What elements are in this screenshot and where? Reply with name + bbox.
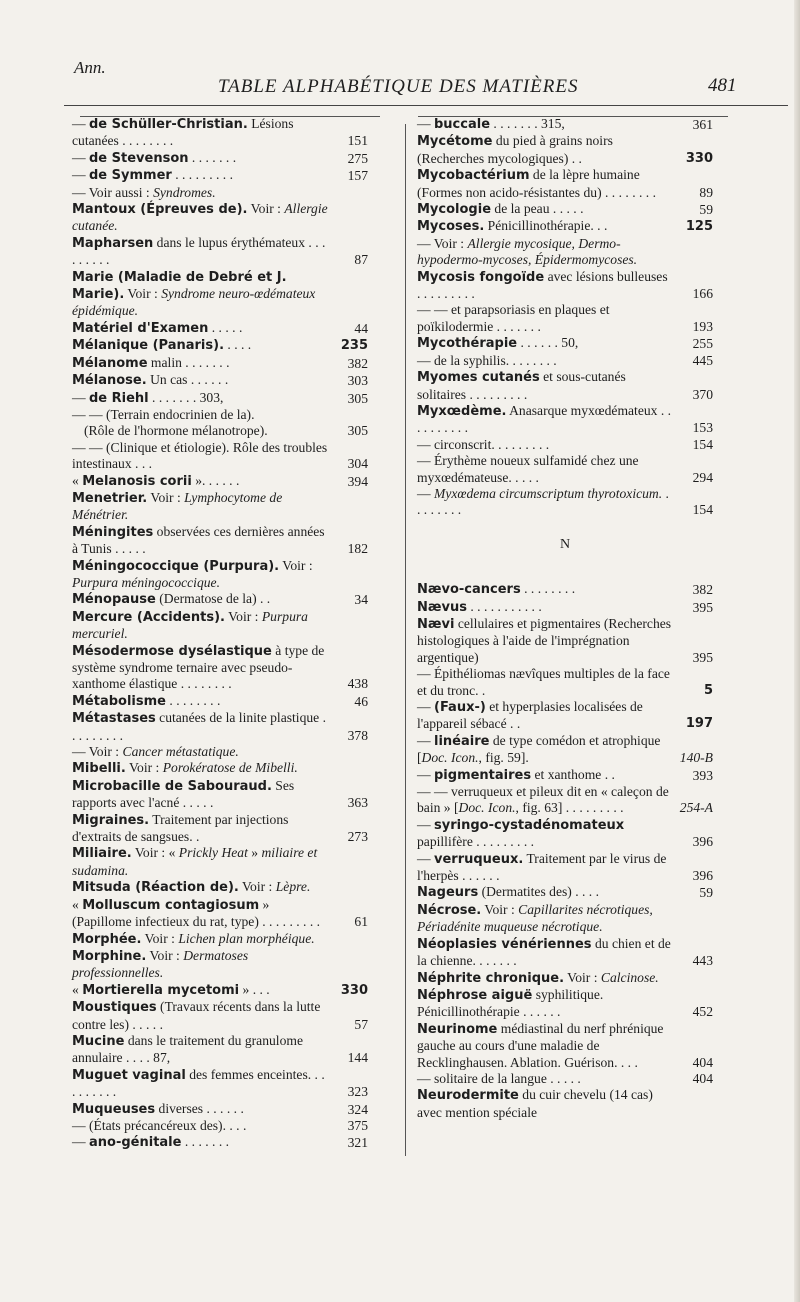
- entry-page-number: 382: [347, 355, 368, 371]
- index-entry: [72, 558, 368, 592]
- entry-text: — — (Terrain endocrinien de la).: [72, 406, 255, 422]
- index-entry: [417, 581, 713, 598]
- entry-page-number: 153: [692, 420, 713, 436]
- entry-page-number: 443: [692, 953, 713, 969]
- entry-text: Ménopause (Dermatose de la) . .: [72, 591, 271, 608]
- index-entry: [417, 936, 713, 970]
- entry-text: Néphrose aiguë syphilitique. Pénicillinothérapie . . . . . .: [417, 986, 604, 1020]
- entry-text: Migraines. Traitement par injections d'extraits de sangsues. .: [72, 811, 289, 845]
- index-entry: [72, 1067, 368, 1101]
- index-entry: [417, 599, 713, 616]
- index-entry: [72, 693, 368, 710]
- entry-text: — de Stevenson . . . . . . .: [72, 149, 237, 166]
- index-entry: [417, 218, 713, 235]
- entry-page-number: 305: [347, 390, 368, 406]
- entry-page-number: 89: [699, 184, 713, 200]
- entry-page-number: 304: [347, 456, 368, 472]
- entry-text: Méningococcique (Purpura). Voir : Purpura méningococcique.: [72, 557, 313, 590]
- index-entry: [417, 1087, 713, 1121]
- entry-text: « Melanosis corii ». . . . . .: [72, 472, 240, 489]
- entry-text: Métastases cutanées de la linite plastique . . . . . . . . .: [72, 710, 327, 743]
- entry-page-number: 361: [692, 117, 713, 132]
- index-entry: [72, 591, 368, 608]
- header-rule: [64, 105, 788, 106]
- entry-text: Neurodermite du cuir chevelu (14 cas) avec mention spéciale: [417, 1087, 653, 1120]
- entry-page-number: 154: [692, 502, 713, 518]
- index-entry: [417, 269, 713, 303]
- entry-page-number: 57: [354, 1016, 368, 1032]
- entry-page-number: 363: [347, 795, 368, 811]
- index-entry: [72, 744, 368, 760]
- index-entry: [72, 609, 368, 643]
- entry-text: — (Faux-) et hyperplasies localisées de l'appareil sébacé . .: [417, 699, 643, 732]
- header-page-number: 481: [708, 75, 737, 96]
- entry-page-number: 395: [692, 599, 713, 615]
- index-entry: [417, 733, 713, 767]
- entry-page-number: 393: [692, 767, 713, 783]
- entry-text: — Érythème noueux sulfamidé chez une myxœdémateuse. . . . .: [417, 453, 639, 485]
- entry-page-number: 370: [692, 386, 713, 402]
- index-entry: [72, 490, 368, 524]
- index-entry: [417, 884, 713, 901]
- entry-page-number: 396: [692, 868, 713, 884]
- entry-text: Moustiques (Travaux récents dans la lutte contre les) . . . . .: [72, 999, 321, 1032]
- entry-text: — — (Clinique et étiologie). Rôle des troubles intestinaux . . .: [72, 439, 328, 472]
- index-entry: [72, 982, 368, 999]
- entry-text: Menetrier. Voir : Lymphocytome de Ménétrier.: [72, 489, 283, 523]
- entry-text: Mélanique (Panaris). . . . .: [72, 337, 252, 354]
- index-entry: [417, 437, 713, 453]
- index-entry: [417, 767, 713, 784]
- index-entry: [417, 987, 713, 1021]
- index-entry: [72, 524, 368, 558]
- entry-text: — ano-génitale . . . . . . .: [72, 1134, 230, 1151]
- entry-text: — circonscrit. . . . . . . . .: [417, 436, 550, 452]
- entry-text: — de Symmer . . . . . . . . .: [72, 167, 233, 184]
- entry-page-number: 182: [347, 541, 368, 557]
- entry-page-number: 59: [699, 202, 713, 218]
- entry-text: Mapharsen dans le lupus érythémateux . . . . . . . . .: [72, 234, 326, 268]
- entry-text: — Épithéliomas nævîques multiples de la face et du tronc. .: [417, 666, 670, 698]
- entry-text: Nævo-cancers . . . . . . . .: [417, 581, 576, 598]
- entry-text: Nævi cellulaires et pigmentaires (Recherches histologiques à l'aide de l'imprégnation argentique): [417, 615, 672, 665]
- entry-page-number: 303: [347, 373, 368, 389]
- entry-text: Mycobactérium de la lèpre humaine (Formes non acido-résistantes du) . . . . . . . .: [417, 167, 656, 200]
- entry-text: Muguet vaginal des femmes enceintes. . . . . . . . . .: [72, 1066, 325, 1100]
- index-entry: [72, 812, 368, 846]
- entry-text: Mycologie de la peau . . . . .: [417, 201, 584, 218]
- entry-text: Mitsuda (Réaction de). Voir : Lèpre.: [72, 879, 311, 896]
- entry-page-number: 254-A: [679, 800, 713, 816]
- column-divider: [405, 124, 406, 1156]
- entry-text: — de la syphilis. . . . . . . .: [417, 352, 557, 368]
- entry-page-number: 394: [347, 473, 368, 489]
- entry-page-number: 305: [347, 423, 368, 439]
- index-entry: [72, 337, 368, 354]
- index-entry: [417, 236, 713, 269]
- entry-text: Mibelli. Voir : Porokératose de Mibelli.: [72, 760, 298, 777]
- entry-page-number: 125: [685, 219, 713, 235]
- index-entry: [72, 1134, 368, 1151]
- entry-text: Neurinome médiastinal du nerf phrénique gauche au cours d'une maladie de Recklinghausen. Ablation. Guérison. . . .: [417, 1020, 664, 1070]
- index-entry: [72, 116, 368, 150]
- index-entry: [417, 666, 713, 699]
- entry-text: — — verruqueux et pileux dit en « caleçon de bain » [Doc. Icon., fig. 63] . . . . . . . . .: [417, 784, 669, 816]
- index-entry: [417, 133, 713, 167]
- entry-text: Morphée. Voir : Lichen plan morphéique.: [72, 930, 315, 947]
- index-entry: [417, 1021, 713, 1071]
- index-entry: [417, 403, 713, 437]
- entry-text: — de Schüller-Christian. Lésions cutanées . . . . . . . .: [72, 116, 294, 149]
- entry-text: Muqueuses diverses . . . . . .: [72, 1100, 244, 1117]
- entry-page-number: 275: [347, 150, 368, 166]
- entry-page-number: 404: [692, 1054, 713, 1070]
- entry-page-number: 273: [347, 829, 368, 845]
- entry-text: — de Riehl . . . . . . . 303,: [72, 389, 224, 406]
- entry-page-number: 330: [340, 982, 368, 998]
- index-entry: [417, 784, 713, 817]
- entry-text: « Molluscum contagiosum » (Papillome infectieux du rat, type) . . . . . . . . .: [72, 896, 321, 930]
- entry-page-number: 330: [685, 150, 713, 166]
- entry-page-number: 438: [347, 676, 368, 692]
- entry-page-number: 157: [347, 168, 368, 184]
- entry-text: Nageurs (Dermatites des) . . . .: [417, 884, 599, 901]
- entry-page-number: 5: [703, 682, 713, 698]
- index-entry: [417, 486, 713, 519]
- index-entry: [417, 369, 713, 403]
- index-entry: [72, 1101, 368, 1118]
- entry-page-number: 324: [347, 1101, 368, 1117]
- entry-text: Mantoux (Épreuves de). Voir : Allergie cutanée.: [72, 201, 328, 234]
- index-entry: [72, 760, 368, 777]
- index-entry: [72, 185, 368, 201]
- entry-text: Morphine. Voir : Dermatoses professionnelles.: [72, 947, 249, 981]
- entry-text: Mésodermose dysélastique à type de système syndrome ternaire avec pseudo-xanthome élastique . . . . . . . .: [72, 642, 325, 692]
- entry-page-number: 452: [692, 1004, 713, 1020]
- entry-page-number: 140-B: [679, 750, 713, 766]
- entry-text: — (États précancéreux des). . . .: [72, 1117, 247, 1133]
- index-entry: [72, 167, 368, 184]
- index-entry: [417, 851, 713, 885]
- entry-text: — Voir : Cancer métastatique.: [72, 744, 239, 760]
- entry-text: Myomes cutanés et sous-cutanés solitaires . . . . . . . . .: [417, 369, 626, 402]
- index-entry: [72, 1118, 368, 1134]
- entry-text: Nævus . . . . . . . . . . .: [417, 598, 542, 615]
- index-entry: [72, 423, 368, 439]
- index-entry: [72, 879, 368, 896]
- entry-text: — buccale . . . . . . . 315,: [417, 116, 565, 132]
- entry-page-number: 44: [354, 320, 368, 336]
- entry-text: Mucine dans le traitement du granulome annulaire . . . . 87,: [72, 1032, 303, 1066]
- entry-page-number: 154: [692, 436, 713, 452]
- right-top-entries: [417, 116, 713, 519]
- entry-text: — Voir aussi : Syndromes.: [72, 184, 216, 200]
- entry-page-number: 395: [692, 649, 713, 665]
- header-title: TABLE ALPHABÉTIQUE DES MATIÈRES: [218, 76, 579, 97]
- index-entry: [72, 778, 368, 812]
- entry-text: — — et parapsoriasis en plaques et poïkilodermie . . . . . . .: [417, 302, 610, 334]
- entry-page-number: 235: [340, 338, 368, 354]
- entry-text: Mycothérapie . . . . . . 50,: [417, 335, 579, 352]
- index-entry: [72, 372, 368, 389]
- entry-text: Néoplasies vénériennes du chien et de la chienne. . . . . . .: [417, 935, 671, 969]
- index-entry: [72, 355, 368, 372]
- entry-page-number: 61: [354, 914, 368, 930]
- index-entry: [417, 699, 713, 733]
- index-entry: [72, 931, 368, 948]
- entry-text: Métabolisme . . . . . . . .: [72, 692, 221, 709]
- entry-page-number: 294: [692, 469, 713, 485]
- index-entry: [72, 150, 368, 167]
- entry-text: — Myxœdema circumscriptum thyrotoxicum. . . . . . . . .: [417, 485, 669, 518]
- header-ann: Ann.: [74, 58, 106, 77]
- entry-page-number: 375: [347, 1117, 368, 1133]
- entry-text: Mycoses. Pénicillinothérapie. . .: [417, 218, 608, 235]
- index-entry: [417, 970, 713, 987]
- entry-text: — Voir : Allergie mycosique, Dermo-hypodermo-mycoses, Épidermomycoses.: [417, 235, 638, 268]
- index-entry: [72, 1033, 368, 1067]
- entry-text: — syringo-cystadénomateux papillifère . . . . . . . . .: [417, 816, 625, 850]
- entry-page-number: 382: [692, 582, 713, 598]
- entry-page-number: 323: [347, 1084, 368, 1100]
- index-entry: [417, 302, 713, 335]
- entry-text: Mélanose. Un cas . . . . . .: [72, 372, 229, 389]
- index-entry: [417, 616, 713, 666]
- entry-text: Néphrite chronique. Voir : Calcinose.: [417, 969, 659, 986]
- index-entry: [417, 817, 713, 851]
- entry-text: Myxœdème. Anasarque myxœdémateux . . . . . . . . . .: [417, 402, 672, 436]
- entry-text: Nécrose. Voir : Capillarites nécrotiques, Périadénite muqueuse nécrotique.: [417, 901, 653, 935]
- entry-page-number: 144: [347, 1050, 368, 1066]
- index-entry: [417, 335, 713, 352]
- page-edge: [794, 0, 800, 1302]
- entry-text: (Rôle de l'hormone mélanotrope).: [84, 423, 268, 439]
- right-column: [417, 116, 713, 1121]
- index-entry: [72, 201, 368, 235]
- index-entry: [72, 710, 368, 744]
- section-letter: N: [559, 536, 571, 552]
- index-entry: [72, 440, 368, 473]
- entry-text: Miliaire. Voir : « Prickly Heat » miliaire et sudamina.: [72, 845, 318, 878]
- entry-page-number: 166: [692, 286, 713, 302]
- entry-text: — solitaire de la langue . . . . .: [417, 1070, 581, 1086]
- entry-page-number: 151: [347, 133, 368, 149]
- entry-text: — verruqueux. Traitement par le virus de l'herpès . . . . . .: [417, 850, 667, 884]
- index-entry: [72, 643, 368, 693]
- index-entry: [417, 453, 713, 486]
- entry-page-number: 197: [685, 716, 713, 732]
- entry-text: — pigmentaires et xanthome . .: [417, 766, 615, 783]
- entry-page-number: 378: [347, 727, 368, 743]
- entry-text: « Mortierella mycetomi » . . .: [72, 981, 270, 998]
- index-entry: [72, 999, 368, 1033]
- entry-text: — linéaire de type comédon et atrophique [Doc. Icon., fig. 59].: [417, 732, 661, 766]
- entry-text: Marie (Maladie de Debré et J. Marie). Voir : Syndrome neuro-œdémateux épidémique.: [72, 269, 316, 319]
- entry-page-number: 59: [699, 885, 713, 901]
- index-entry: [417, 902, 713, 936]
- entry-page-number: 404: [692, 1070, 713, 1086]
- entry-text: Mycosis fongoïde avec lésions bulleuses . . . . . . . . .: [417, 268, 668, 302]
- index-entry: [72, 407, 368, 423]
- index-entry: [417, 353, 713, 369]
- index-entry: [417, 167, 713, 201]
- left-column: [72, 116, 368, 1152]
- index-entry: [72, 948, 368, 982]
- index-entry: [72, 235, 368, 269]
- entry-page-number: 396: [692, 834, 713, 850]
- index-entry: [72, 269, 368, 320]
- index-entry: [417, 201, 713, 218]
- entry-page-number: 34: [354, 592, 368, 608]
- right-bottom-entries: [417, 581, 713, 1121]
- entry-page-number: 87: [354, 252, 368, 268]
- entry-text: Mercure (Accidents). Voir : Purpura mercuriel.: [72, 608, 308, 642]
- index-entry: [417, 116, 713, 133]
- index-entry: [72, 473, 368, 490]
- index-entry: [72, 845, 368, 879]
- index-entry: [72, 390, 368, 407]
- entry-page-number: 445: [692, 352, 713, 368]
- entry-text: Microbacille de Sabouraud. Ses rapports avec l'acné . . . . .: [72, 777, 295, 811]
- entry-page-number: 321: [347, 1135, 368, 1151]
- index-entry: [72, 897, 368, 931]
- entry-page-number: 255: [692, 336, 713, 352]
- index-entry: [417, 1071, 713, 1087]
- entry-text: Méningites observées ces dernières années à Tunis . . . . .: [72, 523, 325, 557]
- entry-text: Matériel d'Examen . . . . .: [72, 319, 243, 336]
- entry-page-number: 193: [692, 318, 713, 334]
- index-entry: [72, 320, 368, 337]
- entry-text: Mélanome malin . . . . . . .: [72, 354, 230, 371]
- entry-page-number: 46: [354, 693, 368, 709]
- entry-text: Mycétome du pied à grains noirs (Recherches mycologiques) . .: [417, 133, 613, 166]
